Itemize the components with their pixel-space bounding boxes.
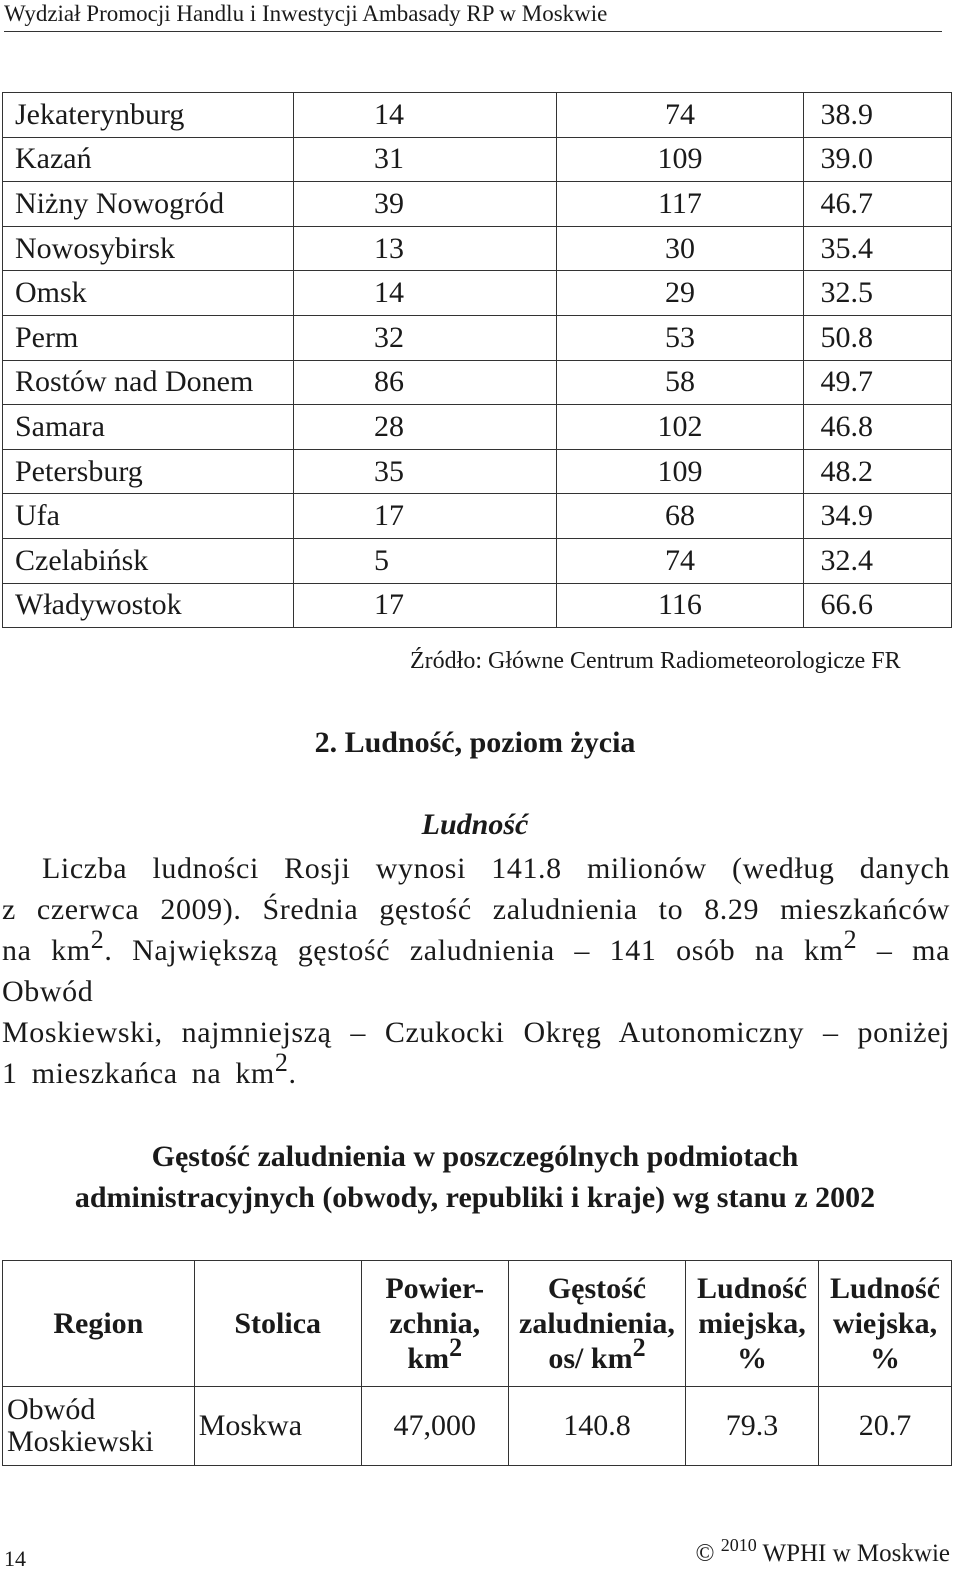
cell-value-b: 30	[557, 226, 804, 271]
table-row	[3, 583, 952, 628]
density-table-title	[0, 1136, 950, 1218]
section-subtitle: Ludność	[421, 808, 529, 841]
para-line-3b: . Największą gęstość zaludnienia – 141 osób na km	[104, 934, 844, 967]
header-area-l2: zchnia,	[389, 1307, 481, 1340]
table-row	[3, 538, 952, 583]
density-title-line-2: administracyjnych (obwody, republiki i kraje) wg stanu z 2002	[74, 1181, 876, 1214]
table-row	[3, 315, 952, 360]
cell-value-b: 68	[557, 494, 804, 539]
cell-city: Jekaterynburg	[3, 93, 294, 138]
table-row	[3, 494, 952, 539]
header-rural-l2: wiejska,	[832, 1307, 938, 1340]
cell-value-b: 116	[557, 583, 804, 628]
superscript-2: 2	[632, 1333, 646, 1362]
cell-region-l2: Moskiewski	[7, 1425, 154, 1458]
climate-table	[2, 92, 952, 628]
table-source: Źródło: Główne Centrum Radiometeorologicze FR	[410, 648, 901, 674]
cell-value-b: 58	[557, 360, 804, 405]
cell-rural: 20.7	[819, 1387, 952, 1466]
table-row	[3, 449, 952, 494]
cell-value-c: 48.2	[804, 449, 952, 494]
cell-value-b: 109	[557, 449, 804, 494]
cell-value-c: 66.6	[804, 583, 952, 628]
cell-value-a: 86	[294, 360, 557, 405]
header-area-unit: km	[407, 1342, 450, 1375]
copyright-year: 2010	[720, 1535, 757, 1555]
superscript-2: 2	[274, 1048, 289, 1077]
cell-value-a: 31	[294, 137, 557, 182]
cell-value-a: 17	[294, 583, 557, 628]
cell-value-c: 38.9	[804, 93, 952, 138]
cell-value-c: 46.8	[804, 405, 952, 450]
cell-capital: Moskwa	[194, 1387, 361, 1466]
cell-city: Ufa	[3, 494, 294, 539]
table-row	[3, 360, 952, 405]
cell-value-b: 29	[557, 271, 804, 316]
table-row	[3, 137, 952, 182]
cell-value-a: 14	[294, 93, 557, 138]
header-region: Region	[3, 1261, 195, 1387]
cell-city: Nowosybirsk	[3, 226, 294, 271]
cell-value-b: 74	[557, 93, 804, 138]
cell-city: Samara	[3, 405, 294, 450]
climate-table-body	[3, 93, 952, 628]
cell-value-a: 39	[294, 182, 557, 227]
header-density-l3	[513, 1333, 681, 1376]
header-area-l3	[366, 1333, 504, 1376]
cell-city: Perm	[3, 315, 294, 360]
table-row	[3, 271, 952, 316]
cell-value-b: 74	[557, 538, 804, 583]
density-header-row	[3, 1261, 952, 1387]
cell-value-a: 35	[294, 449, 557, 494]
header-rural-l3: %	[870, 1342, 900, 1375]
cell-value-c: 32.4	[804, 538, 952, 583]
section-title: 2. Ludność, poziom życia	[314, 726, 636, 759]
superscript-2: 2	[449, 1333, 463, 1362]
header-density-l2: zaludnienia,	[519, 1307, 675, 1340]
header-urban	[686, 1261, 819, 1387]
header-capital: Stolica	[194, 1261, 361, 1387]
cell-value-c: 32.5	[804, 271, 952, 316]
cell-city: Omsk	[3, 271, 294, 316]
para-line-3c: – ma Obwód	[2, 934, 950, 1008]
page-header	[4, 0, 942, 32]
cell-value-b: 109	[557, 137, 804, 182]
header-rural-l1: Ludność	[829, 1272, 941, 1305]
cell-value-c: 34.9	[804, 494, 952, 539]
para-line-1: Liczba ludności Rosji wynosi 141.8 milionów (według danych	[42, 852, 950, 885]
population-paragraph	[2, 848, 950, 1094]
cell-city: Niżny Nowogród	[3, 182, 294, 227]
table-row	[3, 93, 952, 138]
header-area	[361, 1261, 508, 1387]
cell-value-c: 35.4	[804, 226, 952, 271]
superscript-2: 2	[843, 925, 858, 954]
cell-area: 47,000	[361, 1387, 508, 1466]
cell-value-a: 28	[294, 405, 557, 450]
copyright	[695, 1535, 950, 1568]
para-line-3	[2, 925, 950, 1012]
cell-city: Kazań	[3, 137, 294, 182]
cell-value-c: 39.0	[804, 137, 952, 182]
para-line-4: Moskiewski, najmniejszą – Czukocki Okręg Autonomiczny – poniżej	[2, 1016, 950, 1049]
header-density-unit: os/ km	[548, 1342, 633, 1375]
cell-value-a: 5	[294, 538, 557, 583]
cell-city: Władywostok	[3, 583, 294, 628]
header-area-l1: Powier-	[385, 1272, 485, 1305]
copyright-symbol: ©	[695, 1540, 715, 1567]
cell-region-l1: Obwód	[7, 1393, 96, 1426]
density-table	[2, 1260, 952, 1466]
page-number: 14	[4, 1546, 26, 1571]
header-density	[508, 1261, 685, 1387]
para-line-2: z czerwca 2009). Średnia gęstość zaludnienia to 8.29 mieszkańców	[2, 893, 950, 926]
table-row	[3, 405, 952, 450]
cell-city: Rostów nad Donem	[3, 360, 294, 405]
superscript-2: 2	[90, 925, 105, 954]
cell-value-a: 17	[294, 494, 557, 539]
table-row	[3, 182, 952, 227]
cell-value-b: 117	[557, 182, 804, 227]
table-row	[3, 226, 952, 271]
cell-region	[3, 1387, 195, 1466]
cell-value-a: 13	[294, 226, 557, 271]
para-line-5	[2, 1048, 950, 1094]
para-line-3a: na km	[2, 934, 91, 967]
header-title: Wydział Promocji Handlu i Inwestycji Ambasady RP w Moskwie	[4, 1, 608, 26]
header-density-l1: Gęstość	[547, 1272, 647, 1305]
cell-value-a: 32	[294, 315, 557, 360]
cell-value-c: 46.7	[804, 182, 952, 227]
cell-value-b: 53	[557, 315, 804, 360]
header-rural	[819, 1261, 952, 1387]
header-urban-l1: Ludność	[697, 1272, 808, 1305]
cell-value-b: 102	[557, 405, 804, 450]
publisher: WPHI w Moskwie	[762, 1540, 950, 1567]
para-line-5a: 1 mieszkańca na km	[2, 1057, 275, 1090]
density-title-line-1: Gęstość zaludnienia w poszczególnych podmiotach	[151, 1140, 799, 1173]
header-urban-l2: miejska,	[698, 1307, 806, 1340]
header-urban-l3: %	[737, 1342, 768, 1375]
cell-value-a: 14	[294, 271, 557, 316]
density-data-row	[3, 1387, 952, 1466]
cell-city: Czelabińsk	[3, 538, 294, 583]
cell-city: Petersburg	[3, 449, 294, 494]
cell-value-c: 50.8	[804, 315, 952, 360]
cell-value-c: 49.7	[804, 360, 952, 405]
cell-density: 140.8	[508, 1387, 685, 1466]
para-line-5b: .	[288, 1057, 297, 1090]
cell-urban: 79.3	[686, 1387, 819, 1466]
